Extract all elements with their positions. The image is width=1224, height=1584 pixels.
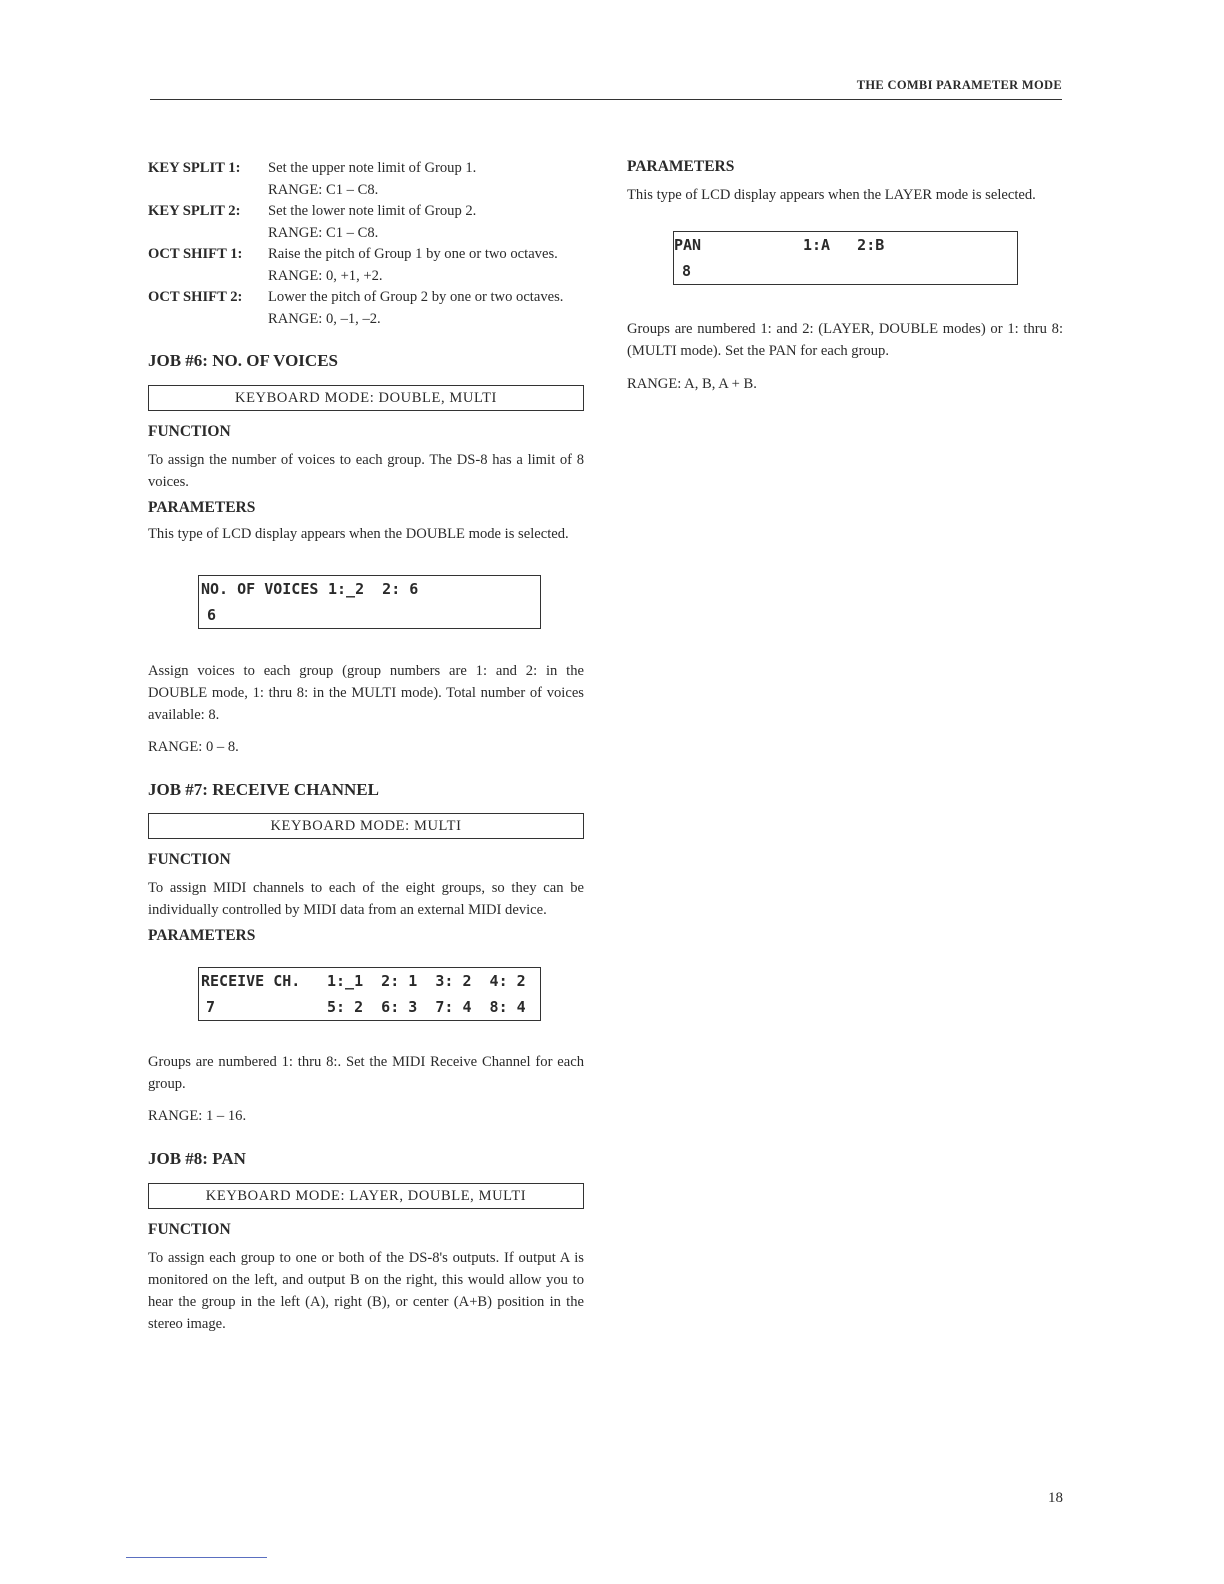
lcd-line1-left: PAN — [674, 236, 702, 254]
param-label: KEY SPLIT 2: — [148, 203, 241, 219]
job8-function-text: To assign each group to one or both of the DS-8's outputs. If output A is monitored on the left, and output B on the right, this would allow you to hear the group in the left (A), right (B), or center (A+B) position in the stereo image. — [148, 1250, 584, 1332]
job6-lcd-display — [198, 575, 541, 629]
pan-range: RANGE: A, B, A + B. — [627, 376, 757, 392]
param-range: RANGE: 0, –1, –2. — [268, 310, 381, 327]
lcd-line2-right: 5: 2 6: 3 7: 4 8: 4 — [327, 998, 526, 1016]
pan-lcd-display — [673, 231, 1018, 285]
pan-parameters-text: This type of LCD display appears when the LAYER mode is selected. — [627, 187, 1036, 203]
job7-groups-text: Groups are numbered 1: thru 8:. Set the MIDI Receive Channel for each group. — [148, 1054, 584, 1092]
param-desc: Lower the pitch of Group 2 by one or two octaves. — [268, 289, 564, 305]
job7-lcd-display — [198, 967, 541, 1021]
job8-title: JOB #8: PAN — [148, 1149, 246, 1168]
oct-shift-2-param — [148, 287, 584, 330]
lcd-line2-left: 6 — [207, 606, 217, 624]
job7-function-heading: FUNCTION — [148, 851, 231, 868]
lcd-line2-left: 7 — [206, 998, 216, 1016]
job7-range: RANGE: 1 – 16. — [148, 1108, 247, 1124]
job8-function-heading: FUNCTION — [148, 1221, 231, 1238]
param-range: RANGE: C1 – C8. — [268, 181, 379, 198]
job6-parameters-heading: PARAMETERS — [148, 499, 256, 516]
lcd-line1-right: 1:_1 2: 1 3: 2 4: 2 — [327, 972, 526, 990]
header-rule — [150, 99, 1062, 100]
job6-title: JOB #6: NO. OF VOICES — [148, 351, 338, 370]
oct-shift-1-param — [148, 244, 584, 287]
param-desc: Raise the pitch of Group 1 by one or two octaves. — [268, 246, 558, 262]
lcd-line1-left: RECEIVE CH. — [201, 972, 301, 990]
job6-function-text: To assign the number of voices to each group. The DS-8 has a limit of 8 voices. — [148, 452, 584, 490]
right-column — [627, 156, 1063, 395]
job7-mode-box: KEYBOARD MODE: MULTI — [148, 813, 584, 839]
job6-parameters-text: This type of LCD display appears when the DOUBLE mode is selected. — [148, 526, 569, 542]
pan-parameters-heading: PARAMETERS — [627, 158, 735, 175]
param-desc: Set the upper note limit of Group 1. — [268, 160, 477, 176]
job6-mode-box: KEYBOARD MODE: DOUBLE, MULTI — [148, 385, 584, 411]
running-header: THE COMBI PARAMETER MODE — [856, 78, 1062, 92]
lcd-line1-left: NO. OF VOICES — [201, 580, 319, 598]
key-split-2-param — [148, 201, 584, 244]
param-range: RANGE: 0, +1, +2. — [268, 267, 383, 284]
param-label: OCT SHIFT 1: — [148, 246, 243, 262]
param-label: OCT SHIFT 2: — [148, 289, 243, 305]
footer-line — [126, 1557, 267, 1558]
param-label: KEY SPLIT 1: — [148, 160, 241, 176]
job6-assign-text: Assign voices to each group (group numbers are 1: and 2: in the DOUBLE mode, 1: thru 8: in the MULTI mode). Total number of voices available: 8. — [148, 663, 584, 723]
pan-groups-text: Groups are numbered 1: and 2: (LAYER, DOUBLE modes) or 1: thru 8: (MULTI mode). Set the PAN for each group. — [627, 321, 1063, 359]
job7-parameters-heading: PARAMETERS — [148, 927, 256, 944]
job6-function-heading: FUNCTION — [148, 423, 231, 440]
lcd-line1-right: 1:_2 2: 6 — [328, 580, 419, 598]
page-number: 18 — [1048, 1490, 1063, 1506]
lcd-line2-left: 8 — [682, 262, 692, 280]
left-column — [148, 158, 584, 1335]
key-split-1-param — [148, 158, 584, 201]
param-range: RANGE: C1 – C8. — [268, 224, 379, 241]
param-desc: Set the lower note limit of Group 2. — [268, 203, 477, 219]
job6-range: RANGE: 0 – 8. — [148, 739, 239, 755]
job7-title: JOB #7: RECEIVE CHANNEL — [148, 780, 379, 799]
lcd-line1-right: 1:A 2:B — [803, 236, 885, 254]
job8-mode-box: KEYBOARD MODE: LAYER, DOUBLE, MULTI — [148, 1183, 584, 1209]
job7-function-text: To assign MIDI channels to each of the eight groups, so they can be individually controlled by MIDI data from an external MIDI device. — [148, 880, 584, 918]
